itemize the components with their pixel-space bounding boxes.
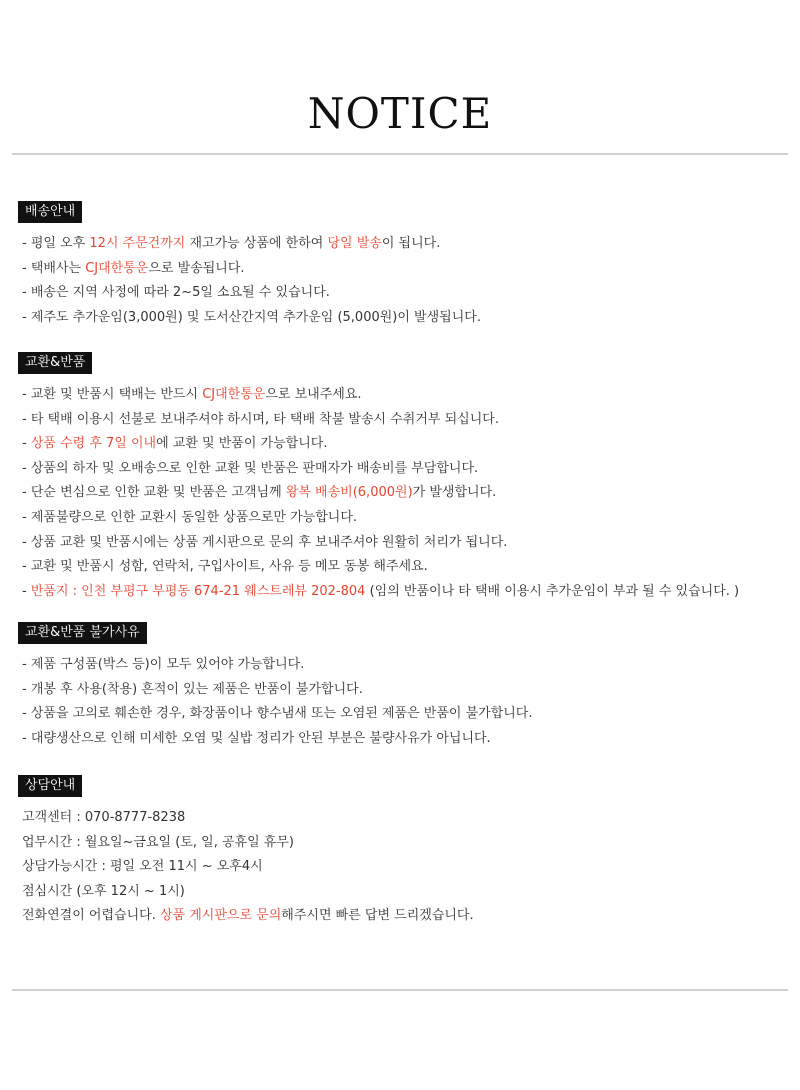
consult-line: 전화연결이 어렵습니다. 상품 게시판으로 문의해주시면 빠른 답변 드리겠습니다. — [22, 908, 474, 924]
shipping-line: - 제주도 추가운임(3,000원) 및 도서산간지역 추가운임 (5,000원)이 발생됩니다. — [22, 309, 481, 325]
consult-line: 점심시간 (오후 12시 ~ 1시) — [22, 883, 185, 899]
no-exchange-section — [18, 621, 788, 751]
no-exchange-line: - 상품을 고의로 훼손한 경우, 화장품이나 향수냄새 또는 오염된 제품은 반품이 불가합니다. — [22, 706, 533, 722]
exchange-line: - 교환 및 반품시 택배는 반드시 CJ대한통운으로 보내주세요. — [22, 387, 362, 402]
no-exchange-line: - 개봉 후 사용(착용) 흔적이 있는 제품은 반품이 불가합니다. — [22, 681, 363, 697]
exchange-line: - 타 택배 이용시 선불로 보내주셔야 하시며, 타 택배 착불 발송시 수취거부 되십니다. — [22, 411, 499, 427]
shipping-heading: 배송안내 — [18, 201, 82, 223]
consult-line: 업무시간 : 월요일~금요일 (토, 일, 공휴일 휴무) — [22, 834, 294, 850]
top-divider — [12, 153, 788, 155]
exchange-line: - 상품 수령 후 7일 이내에 교환 및 반품이 가능합니다. — [22, 436, 328, 452]
return-address-line: - 반품지 : 인천 부평구 부평동 674-21 웨스트레뷰 202-804 (임의 반품이나 타 택배 이용시 추가운임이 부과 될 수 있습니다. ) — [22, 583, 740, 599]
no-exchange-line: - 대량생산으로 인해 미세한 오염 및 실밥 정리가 안된 부분은 불량사유가 아닙니다. — [22, 730, 491, 746]
exchange-section — [18, 351, 788, 604]
shipping-section — [18, 200, 788, 330]
bottom-divider — [12, 989, 788, 991]
no-exchange-heading: 교환&반품 불가사유 — [18, 622, 147, 644]
shipping-line: - 평일 오후 12시 주문건까지 재고가능 상품에 한하여 당일 발송이 됩니다. — [22, 236, 441, 251]
exchange-line: - 교환 및 반품시 성함, 연락처, 구입사이트, 사유 등 메모 동봉 해주세요. — [22, 559, 428, 575]
exchange-line: - 상품의 하자 및 오배송으로 인한 교환 및 반품은 판매자가 배송비를 부담합니다. — [22, 460, 479, 476]
consult-line: 고객센터 : 070-8777-8238 — [22, 810, 186, 825]
exchange-line: - 상품 교환 및 반품시에는 상품 게시판으로 문의 후 보내주셔야 원활히 처리가 됩니다. — [22, 534, 508, 550]
consult-heading: 상담안내 — [18, 775, 82, 797]
consult-section — [18, 774, 788, 929]
shipping-line: - 택배사는 CJ대한통운으로 발송됩니다. — [22, 260, 245, 276]
consult-line: 상담가능시간 : 평일 오전 11시 ~ 오후4시 — [22, 859, 263, 875]
exchange-heading: 교환&반품 — [18, 352, 92, 374]
page-title: NOTICE — [307, 89, 493, 138]
shipping-line: - 배송은 지역 사정에 따라 2~5일 소요될 수 있습니다. — [22, 285, 330, 301]
exchange-line: - 제품불량으로 인한 교환시 동일한 상품으로만 가능합니다. — [22, 509, 358, 525]
exchange-line: - 단순 변심으로 인한 교환 및 반품은 고객님께 왕복 배송비(6,000원)가 발생합니다. — [22, 485, 497, 501]
no-exchange-line: - 제품 구성품(박스 등)이 모두 있어야 가능합니다. — [22, 657, 305, 672]
